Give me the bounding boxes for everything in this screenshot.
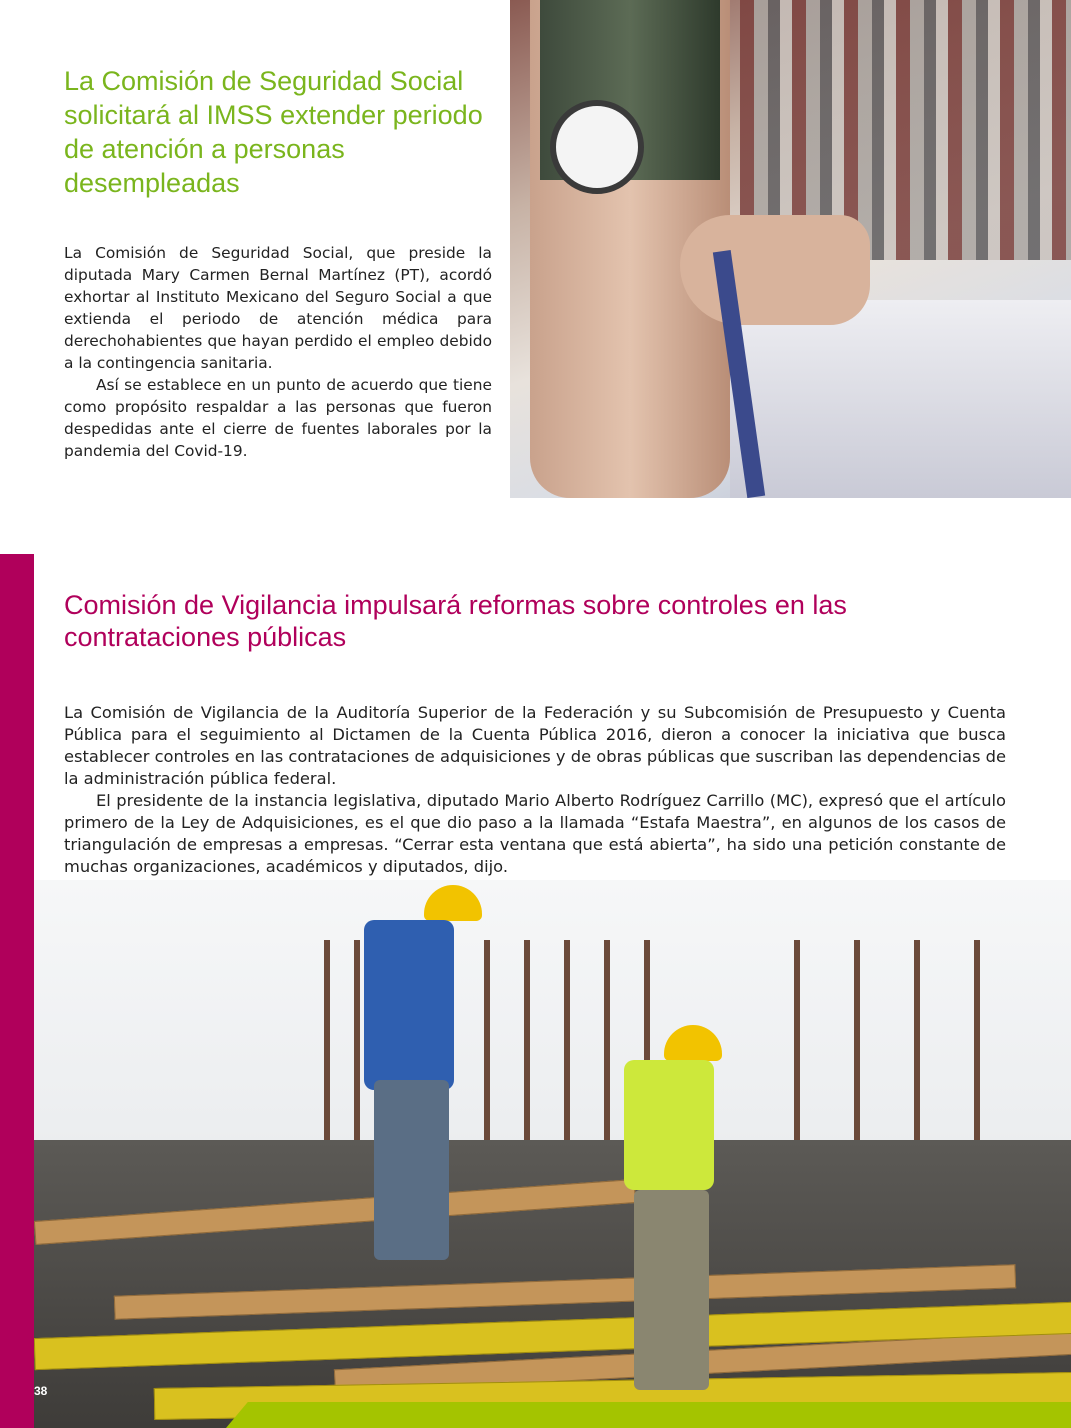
page-number: 38 <box>34 1384 48 1398</box>
magenta-side-bar <box>0 554 34 1428</box>
article1-headline: La Comisión de Seguridad Social solicitará al IMSS extender periodo de atención a personas desempleadas <box>64 66 483 198</box>
article1-paragraph: La Comisión de Seguridad Social, que preside la diputada Mary Carmen Bernal Martínez (PT), acordó exhortar al Instituto Mexicano del Seguro Social a que extienda el periodo de atención médica para derechohabientes que hayan perdido el empleo debido a la contingencia sanitaria. <box>64 244 492 372</box>
safety-vest-shape <box>624 1060 714 1190</box>
article2-body <box>64 702 1006 878</box>
hard-hat-shape <box>424 885 482 921</box>
green-bottom-band <box>226 1402 1071 1428</box>
hard-hat-shape <box>664 1025 722 1061</box>
article1-paragraph: Así se establece en un punto de acuerdo que tiene como propósito respaldar a las personas que fueron despedidas ante el cierre de fuentes laborales por la pandemia del Covid-19. <box>64 376 492 460</box>
article1-body <box>64 242 492 462</box>
legs-shape <box>634 1190 709 1390</box>
white-coat-shape <box>730 300 1071 498</box>
pressure-gauge-shape <box>550 100 644 194</box>
construction-workers-photo <box>34 880 1071 1428</box>
blood-pressure-photo <box>510 0 1071 498</box>
blue-jacket-shape <box>364 920 454 1090</box>
hand-shape <box>680 215 870 325</box>
article2-paragraph: La Comisión de Vigilancia de la Auditoría Superior de la Federación y su Subcomisión de Presupuesto y Cuenta Pública para el seguimiento al Dictamen de la Cuenta Pública 2016, dieron a conocer la iniciativa que busca establecer controles en las contrataciones de adquisiciones y de obras públicas que suscriban las dependencias de la administración pública federal. <box>64 703 1006 788</box>
legs-shape <box>374 1080 449 1260</box>
article2-paragraph: El presidente de la instancia legislativa, diputado Mario Alberto Rodríguez Carrillo (MC), expresó que el artículo primero de la Ley de Adquisiciones, es el que dio paso a la llamada “Estafa Maestra”, en algunos de los casos de triangulación de empresas a empresas. “Cerrar esta ventana que está abierta”, ha sido una petición constante de muchas organizaciones, académicos y diputados, dijo. <box>64 791 1006 876</box>
article2-headline: Comisión de Vigilancia impulsará reformas sobre controles en las contrataciones públicas <box>64 590 847 652</box>
